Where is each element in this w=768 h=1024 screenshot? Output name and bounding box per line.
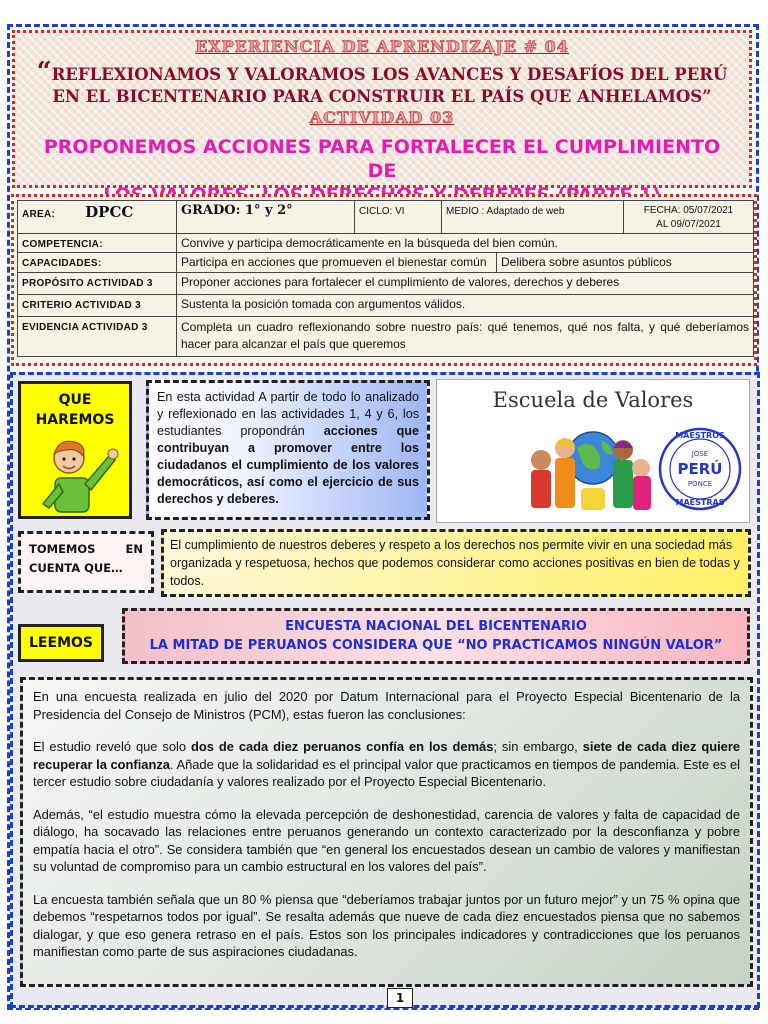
actividad-title: ACTIVIDAD 03 (309, 108, 455, 127)
criterio-label-cell (18, 295, 177, 317)
article-box (20, 677, 753, 987)
table-row (18, 201, 754, 234)
student-pointing-illustration (29, 434, 125, 514)
ciclo-cell (355, 201, 442, 234)
table-row (18, 317, 754, 357)
article-paragraph-4: La encuesta también señala que un 80 % piensa que “deberíamos trabajar juntos por un futuro mejor” y un 75 % opina que debemos “respetarnos todos por igual”. Se resalta además que nueve de cada diez encuestados piensa que no sabemos dialogar, y que eso genera retraso en el país. Estos son los principales indicadores y contradicciones que los peruanos manifiestan como parte de sus aspiraciones ciudadanas. (33, 891, 740, 959)
main-title (27, 57, 737, 108)
article-p2-part-e: . Añade que la solidaridad es el principal valor que practicamos en tiempos de pandemia. Este es el tercer estudio sobre ciudadanía y valores realizado por el Proyecto Especial Bicentenario. (33, 756, 740, 789)
table-row (18, 234, 754, 253)
proposito-value-cell: Proponer acciones para fortalecer el cumplimiento de valores, derechos y deberes (177, 273, 754, 295)
stamp-jose-text: JOSÉ (691, 450, 709, 458)
medio-value: MEDIO : Adaptado de web (446, 206, 565, 217)
table-row (18, 295, 754, 317)
area-cell (18, 201, 177, 234)
escuela-title: Escuela de Valores (492, 388, 694, 412)
que-haremos-label (21, 390, 129, 430)
criterio-label: CRITERIO ACTIVIDAD 3 (22, 300, 141, 311)
que-haremos-line-2: HAREMOS (35, 412, 115, 428)
proposito-label: PROPÓSITO ACTIVIDAD 3 (22, 278, 153, 289)
subtitle-line-1: PROPONEMOS ACCIONES PARA FORTALECER EL CUMPLIMIENTO DE (43, 136, 721, 182)
grado-value: GRADO: 1° y 2° (181, 203, 293, 218)
children-group-illustration (523, 418, 653, 518)
info-table (17, 200, 754, 357)
article-p2-part-a: El estudio reveló que solo (33, 739, 191, 754)
leemos-label: LEEMOS (29, 635, 93, 651)
jose-peru-ponce-stamp (657, 426, 743, 512)
tomemos-box (18, 531, 154, 593)
capacidades-label-cell (18, 253, 177, 273)
leemos-box (18, 624, 104, 662)
encuesta-line-2: LA MITAD DE PERUANOS CONSIDERA QUE “NO PRACTICAMOS NINGÚN VALOR” (149, 638, 723, 653)
competencia-value-cell: Convive y participa democráticamente en la búsqueda del bien común. (177, 234, 754, 253)
grado-cell (177, 201, 355, 234)
evidencia-label-cell (18, 317, 177, 357)
document-header (12, 30, 752, 188)
tomemos-label: TOMEMOS EN CUENTA QUE… (29, 542, 143, 575)
stamp-top-text: MAESTROS (675, 431, 725, 440)
fecha-cell (624, 201, 754, 234)
page-number: 1 (387, 988, 413, 1008)
article-p2-bold-2: siete de cada diez quiere recuperar la confianza (33, 739, 741, 772)
proposito-label-cell (18, 273, 177, 295)
escuela-de-valores-image (436, 379, 750, 523)
table-row (18, 253, 754, 273)
encuesta-line-1: ENCUESTA NACIONAL DEL BICENTENARIO (285, 619, 587, 634)
area-value: DPCC (85, 203, 134, 221)
competencia-label: COMPETENCIA: (22, 239, 103, 250)
que-haremos-box (18, 381, 132, 519)
medio-cell (442, 201, 624, 234)
experiencia-title: EXPERIENCIA DE APRENDIZAJE # 04 (195, 37, 569, 56)
competencia-label-cell (18, 234, 177, 253)
intro-text-bold: acciones que contribuyan a promover entre los ciudadanos el cumplimiento de los valores democráticos, así como el ejercicio de sus derechos y deberes. (157, 424, 419, 506)
stamp-ponce-text: PONCE (687, 480, 713, 488)
intro-text-plain: En esta actividad A partir de todo lo analizado y reflexionado en las actividades 1, 4 y 6, los estudiantes propondrán (157, 390, 419, 438)
tomemos-text: El cumplimiento de nuestros deberes y respeto a los derechos nos permite vivir en una sociedad más organizada y respetuosa, hechos que podemos considerar como acciones positivas en bien de todas y todos. (170, 538, 740, 588)
area-label: AREA: (22, 209, 56, 220)
evidencia-label: EVIDENCIA ACTIVIDAD 3 (22, 322, 148, 333)
capacidad-1-cell: Participa en acciones que promueven el bienestar común (177, 253, 497, 273)
stamp-bottom-text: MAESTRAS (675, 498, 725, 507)
intro-text (157, 389, 419, 508)
article-p2-part-c: ; sin embargo, (493, 739, 583, 754)
stamp-peru-text: PERÚ (677, 460, 723, 478)
title-line-1: REFLEXIONAMOS Y VALORAMOS LOS AVANCES Y DESAFÍOS DEL PERÚ (51, 65, 728, 84)
evidencia-value-cell: Completa un cuadro reflexionando sobre nuestro país: qué tenemos, qué nos falta, y qué deberíamos hacer para alcanzar el país que queremos (177, 317, 754, 357)
article-paragraph-3: Además, “el estudio muestra cómo la elevada percepción de deshonestidad, carencia de valores y falta de capacidad de diálogo, ha socavado las relaciones entre peruanos generando un contexto caracterizado por la desconfianza y pobre empatía hacia el otro”. Se considera también que “en general los encuestados desean un cambio de valores y manifiestan su voluntad de compromiso para un cambio estructural en los valores del país”. (33, 806, 740, 874)
article-p2-bold-1: dos de cada diez peruanos confía en los demás (190, 739, 494, 754)
fecha-line-2: AL 09/07/2021 (656, 219, 721, 230)
fecha-line-1: FECHA: 05/07/2021 (643, 205, 734, 216)
capacidades-label: CAPACIDADES: (22, 258, 102, 269)
article-paragraph-1: En una encuesta realizada en julio del 2020 por Datum Internacional para el Proyecto Especial Bicentenario de la Presidencia del Consejo de Ministros (PCM), estas fueron las conclusiones: (33, 689, 740, 722)
intro-box (146, 380, 430, 520)
info-table-box (11, 194, 757, 366)
ciclo-value: CICLO: VI (359, 206, 405, 217)
title-open-quote: “ (36, 57, 52, 87)
capacidad-2-cell: Delibera sobre asuntos públicos (497, 253, 754, 273)
article-paragraph-2 (33, 738, 740, 791)
que-haremos-line-1: QUE (58, 392, 92, 408)
criterio-value-cell: Sustenta la posición tomada con argumentos válidos. (177, 295, 754, 317)
encuesta-heading-box (122, 608, 750, 664)
title-line-2: EN EL BICENTENARIO PARA CONSTRUIR EL PAÍS QUE ANHELAMOS” (52, 87, 712, 106)
tomemos-text-box (161, 529, 751, 597)
table-row (18, 273, 754, 295)
